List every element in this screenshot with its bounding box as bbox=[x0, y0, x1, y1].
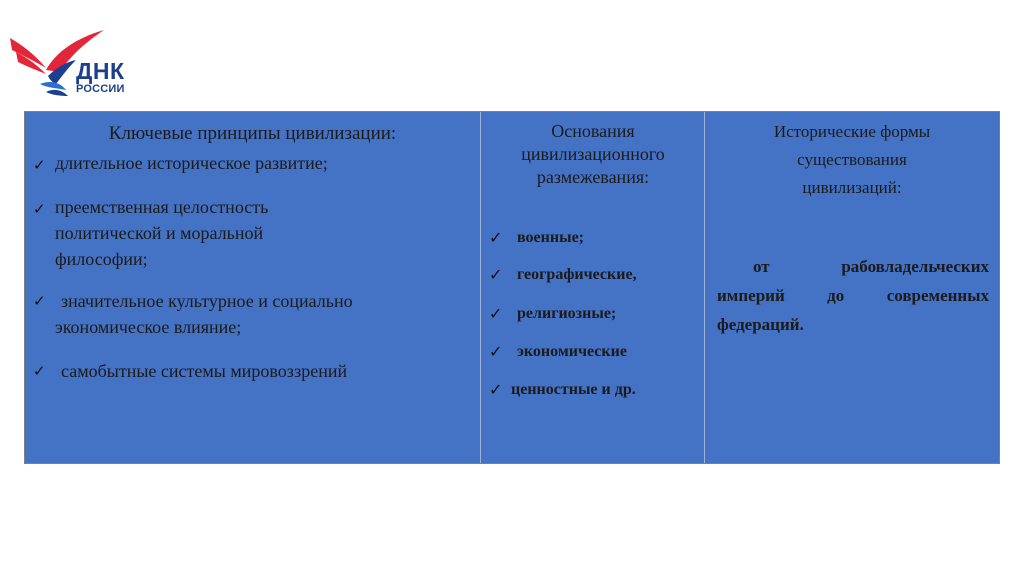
column-key-principles bbox=[25, 112, 480, 463]
body-text: от рабовладельческих империй до современных федераций. bbox=[717, 257, 989, 334]
list-item: ценностные и др. bbox=[511, 381, 636, 398]
checkmark-icon: ✓ bbox=[489, 380, 503, 399]
list-item: экономические bbox=[517, 343, 627, 360]
list-item: преемственная целостность политической и моральной философии; bbox=[55, 197, 269, 269]
checkmark-icon: ✓ bbox=[33, 292, 46, 310]
column-heading: Основания цивилизационного размежевания: bbox=[521, 121, 665, 187]
list-item: религиозные; bbox=[517, 305, 617, 322]
dnk-russia-logo bbox=[6, 28, 156, 100]
column-heading: Ключевые принципы цивилизации: bbox=[108, 123, 397, 144]
checkmark-icon: ✓ bbox=[489, 228, 503, 247]
column-heading: Исторические формы существования цивилизаций: bbox=[773, 122, 931, 197]
column-bases bbox=[480, 112, 705, 463]
checkmark-icon: ✓ bbox=[489, 265, 503, 284]
list-item: самобытные системы мировоззрений bbox=[61, 361, 348, 381]
checkmark-icon: ✓ bbox=[33, 200, 46, 218]
checkmark-icon: ✓ bbox=[489, 342, 503, 361]
checkmark-icon: ✓ bbox=[33, 362, 46, 380]
list-item: военные; bbox=[517, 229, 584, 246]
list-item: географические, bbox=[517, 266, 637, 283]
logo-subtitle: РОССИИ bbox=[76, 83, 125, 95]
list-item: длительное историческое развитие; bbox=[55, 153, 328, 173]
column-historical-forms bbox=[704, 112, 999, 463]
checkmark-icon: ✓ bbox=[489, 304, 503, 323]
checkmark-icon: ✓ bbox=[33, 156, 46, 174]
list-item: значительное культурное и социально экономическое влияние; bbox=[55, 291, 353, 337]
principles-table bbox=[24, 111, 1000, 464]
logo-title: ДНК bbox=[76, 58, 125, 84]
